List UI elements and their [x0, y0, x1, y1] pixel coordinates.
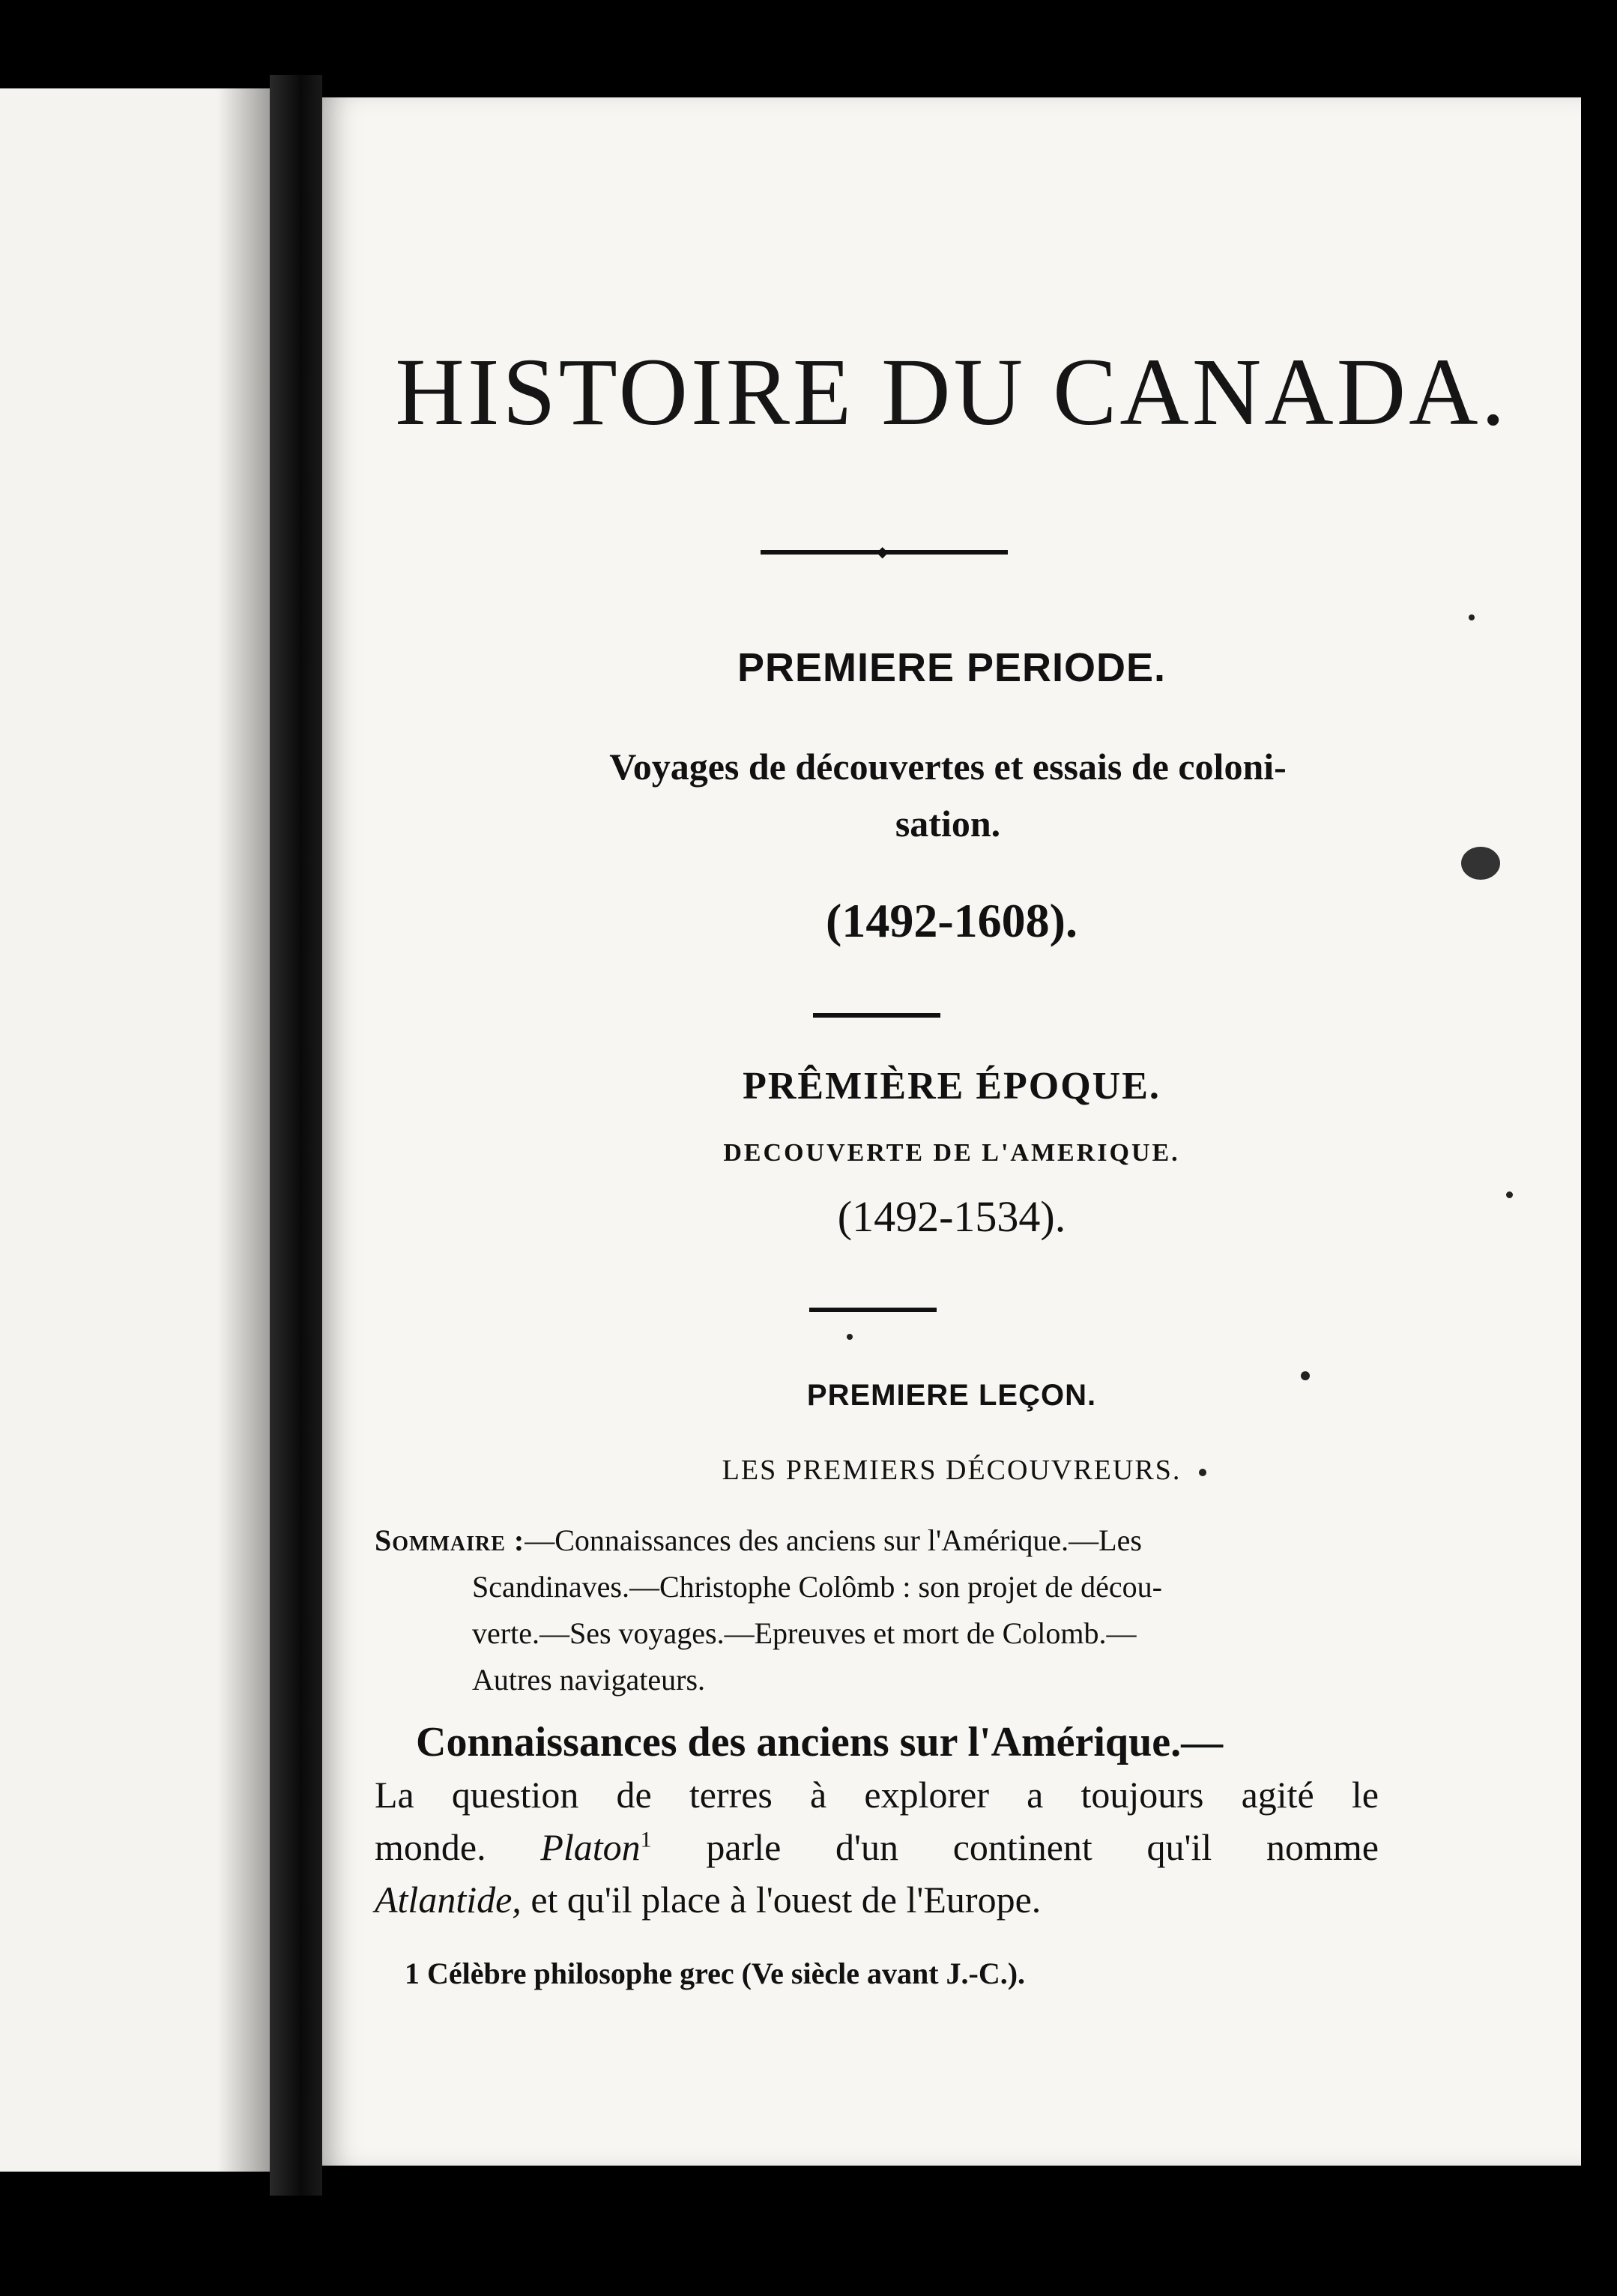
scan-speck	[1199, 1469, 1206, 1476]
platon-name: Platon	[540, 1826, 641, 1868]
body-line-2-start: monde.	[375, 1826, 486, 1868]
body-line-3-end: et qu'il place à l'ouest de l'Europe.	[531, 1879, 1042, 1921]
summary-line-2: Scandinaves.—Christophe Colômb : son projet de décou-	[472, 1570, 1162, 1604]
scan-speck	[847, 1334, 853, 1340]
ornament-rule-1	[761, 544, 1008, 561]
scan-speck	[1301, 1371, 1310, 1380]
page	[322, 97, 1581, 2166]
atlantide-name: Atlantide,	[375, 1879, 522, 1921]
epoch-dates: (1492-1534).	[837, 1192, 1066, 1241]
footnote: 1 Célèbre philosophe grec (Ve siècle avant J.-C.).	[405, 1957, 1026, 1990]
period-heading: PREMIERE PERIODE.	[737, 645, 1167, 690]
lesson-heading: PREMIERE LEÇON.	[806, 1379, 1097, 1412]
scan-speck	[1461, 847, 1500, 880]
left-page-edge	[0, 88, 270, 2172]
book-gutter	[270, 75, 322, 2196]
lesson-subtitle: LES PREMIERS DÉCOUVREURS.	[722, 1454, 1182, 1486]
period-dates: (1492-1608).	[826, 894, 1078, 947]
summary-line-3: verte.—Ses voyages.—Epreuves et mort de Colomb.—	[472, 1616, 1137, 1650]
summary-label: Sommaire :	[375, 1523, 525, 1557]
footnote-marker: 1	[640, 1827, 652, 1852]
period-subtitle-line-2: sation.	[895, 803, 1001, 845]
scan-speck	[1506, 1191, 1513, 1198]
body-line-2-end: parle d'un continent qu'il nomme	[706, 1826, 1379, 1868]
section-heading: Connaissances des anciens sur l'Amérique.—	[416, 1719, 1224, 1765]
epoch-subtitle: DECOUVERTE DE L'AMERIQUE.	[723, 1139, 1180, 1167]
lesson-summary	[375, 1517, 1379, 1703]
book-title: HISTOIRE DU CANADA.	[395, 339, 1508, 445]
scan-speck	[1469, 614, 1475, 620]
epoch-heading: PRÊMIÈRE ÉPOQUE.	[743, 1065, 1161, 1108]
divider-rule-3	[809, 1308, 937, 1312]
period-subtitle	[420, 738, 1476, 852]
body-section	[375, 1716, 1379, 1926]
period-subtitle-line-1: Voyages de découvertes et essais de coloni-	[609, 746, 1287, 788]
summary-line-4: Autres navigateurs.	[472, 1663, 706, 1697]
divider-rule-2	[813, 1013, 940, 1018]
left-page-shadow	[217, 88, 270, 2172]
body-line-2	[375, 1821, 1379, 1873]
summary-line-1	[375, 1517, 1379, 1564]
summary-text-1: —Connaissances des anciens sur l'Amérique.—Les	[525, 1523, 1142, 1557]
body-line-1: La question de terres à explorer a toujours agité le	[375, 1774, 1379, 1816]
body-line-3	[375, 1873, 1379, 1926]
ornament-diamond: ◆	[877, 544, 889, 561]
